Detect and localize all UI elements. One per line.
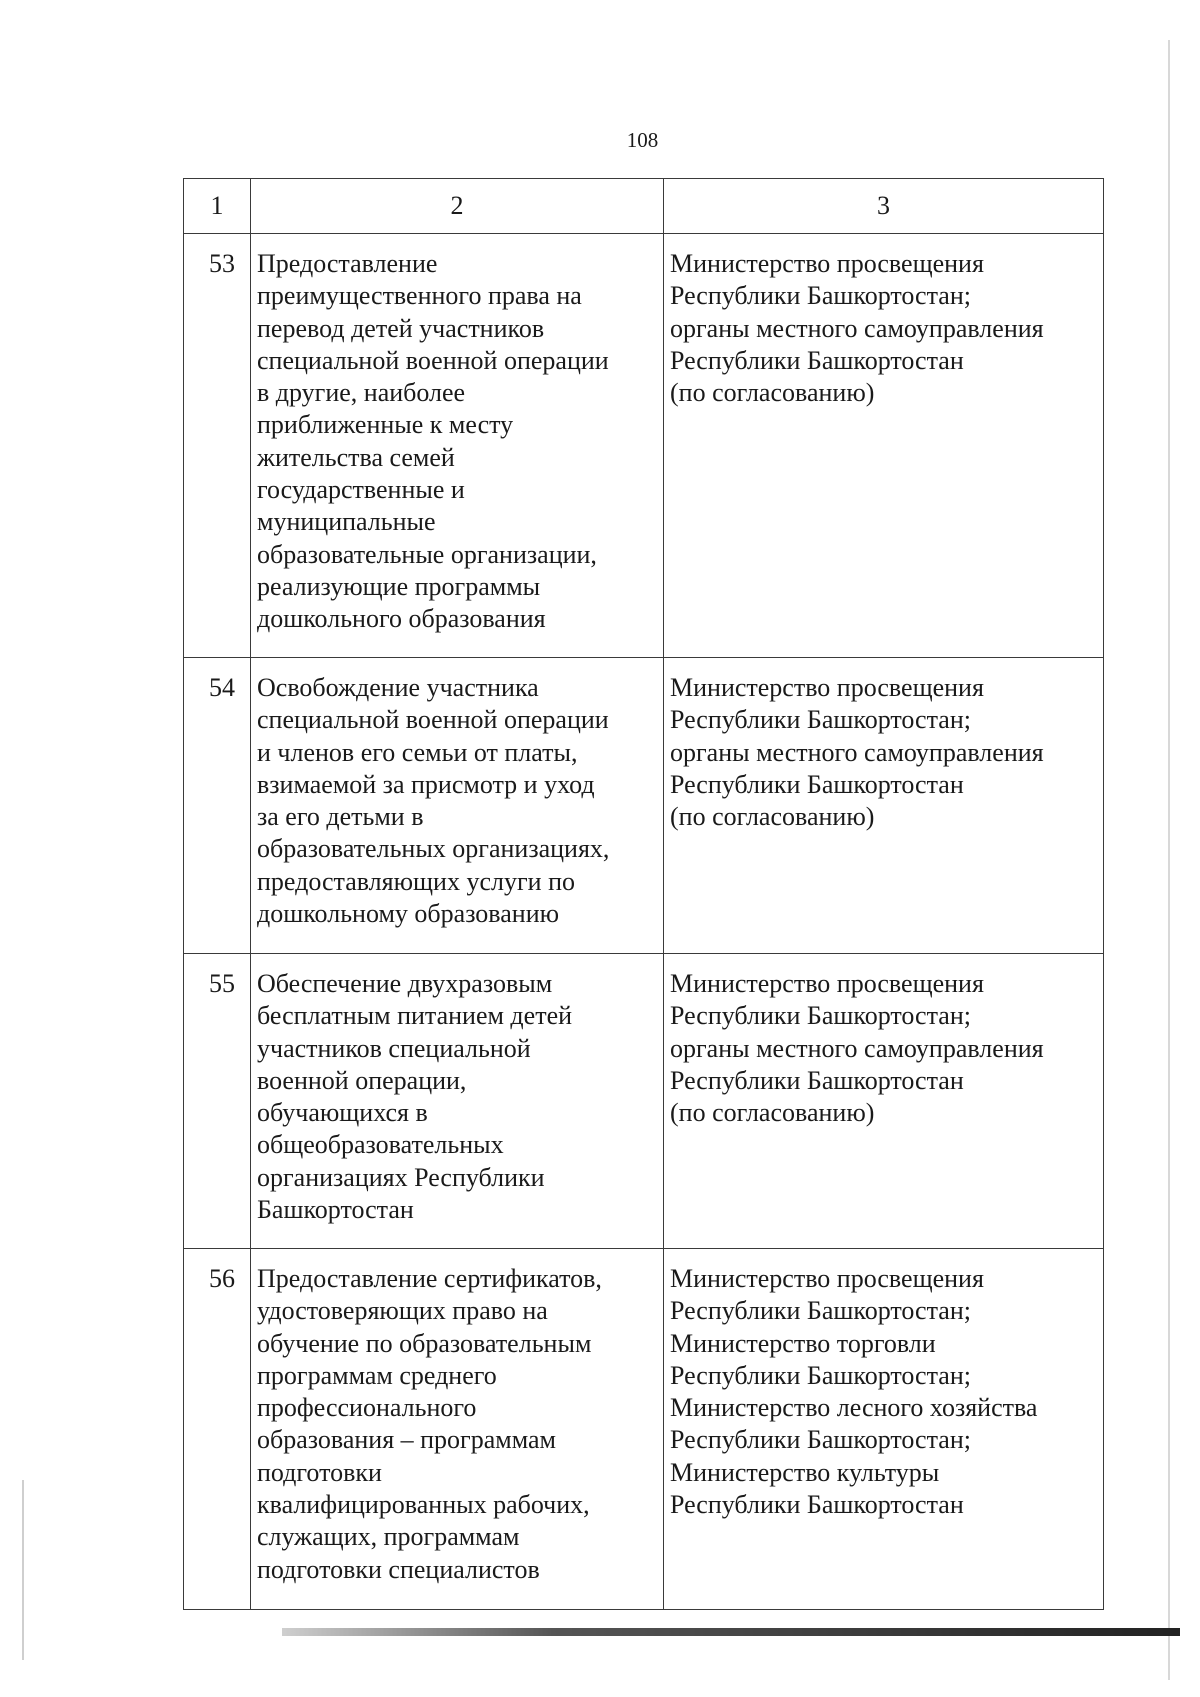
measure-cell: Освобождение участника специальной военной операции и членов его семьи от платы, взимаемой за присмотр и уход за его детьми в образовательных организациях, предоставляющих услуги по дошкольному образованию	[251, 658, 664, 954]
measure-cell: Предоставление сертификатов, удостоверяющих право на обучение по образовательным программам среднего профессионального образования – программам подготовки квалифицированных рабочих, служащих, программам подготовки специалистов	[251, 1249, 664, 1610]
row-number-cell	[184, 234, 251, 658]
row-number-cell	[184, 954, 251, 1249]
measure-cell: Предоставление преимущественного права на перевод детей участников специальной военной операции в другие, наиболее приближенные к месту жительства семей государственные и муниципальные образовательные организации, реализующие программы дошкольного образования	[251, 234, 664, 658]
scan-edge-right	[1168, 40, 1170, 1680]
row-number: 54	[209, 673, 235, 702]
measure-cell: Обеспечение двухразовым бесплатным питанием детей участников специальной военной операции, обучающихся в общеобразовательных организациях Республики Башкортостан	[251, 954, 664, 1249]
table-row	[184, 658, 1104, 954]
executors-cell: Министерство просвещения Республики Башкортостан; органы местного самоуправления Республики Башкортостан (по согласованию)	[664, 234, 1104, 658]
row-number: 56	[209, 1264, 235, 1293]
scan-edge-left	[22, 1480, 24, 1660]
header-col-1: 1	[184, 179, 251, 234]
executors-cell: Министерство просвещения Республики Башкортостан; органы местного самоуправления Республики Башкортостан (по согласованию)	[664, 658, 1104, 954]
table-row	[184, 954, 1104, 1249]
row-number: 53	[209, 249, 235, 278]
table-row	[184, 1249, 1104, 1610]
row-number-cell	[184, 658, 251, 954]
table-row	[184, 234, 1104, 658]
row-number: 55	[209, 969, 235, 998]
row-number-cell	[184, 1249, 251, 1610]
executors-cell: Министерство просвещения Республики Башкортостан; органы местного самоуправления Республики Башкортостан (по согласованию)	[664, 954, 1104, 1249]
measures-table	[183, 178, 1104, 1610]
scan-line-bottom	[282, 1628, 1180, 1636]
page-number: 108	[626, 128, 659, 152]
table-header-row	[184, 179, 1104, 234]
executors-cell: Министерство просвещения Республики Башкортостан; Министерство торговли Республики Башкортостан; Министерство лесного хозяйства Республики Башкортостан; Министерство культуры Республики Башкортостан	[664, 1249, 1104, 1610]
header-col-3: 3	[664, 179, 1104, 234]
header-col-2: 2	[251, 179, 664, 234]
